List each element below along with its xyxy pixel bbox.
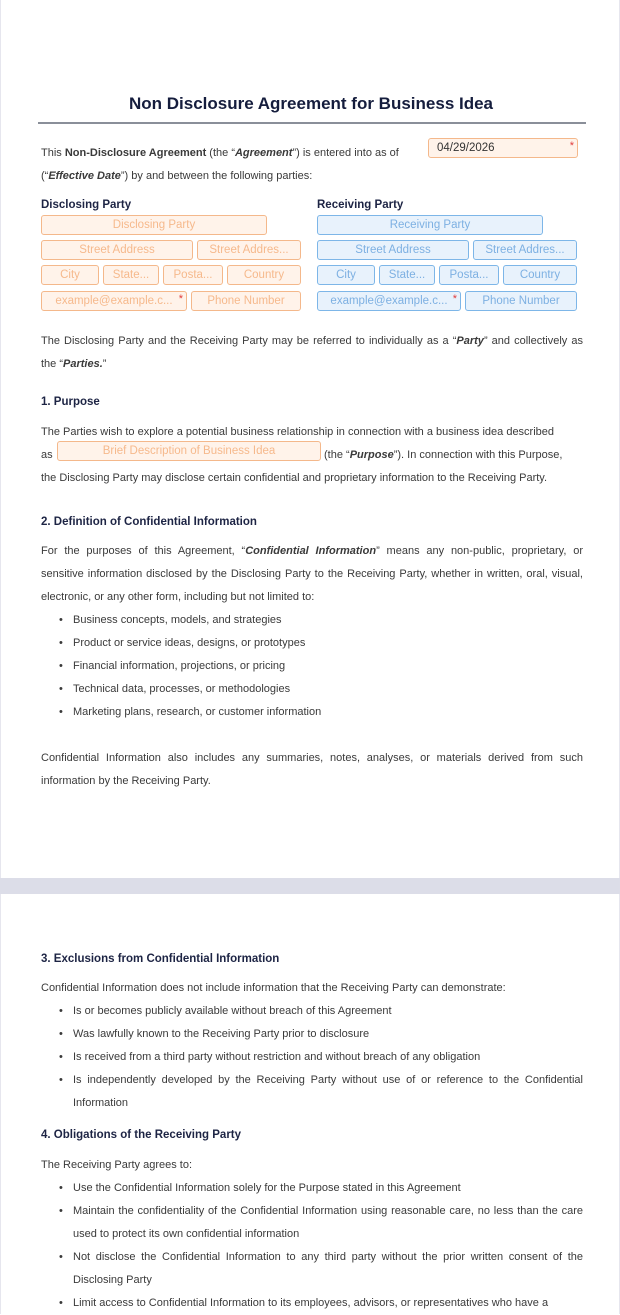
list-item: • Maintain the confidentiality of the Confidential Information using reasonable care, no less than the care used to protect its own confidential information	[57, 1200, 583, 1246]
definition-paragraph	[41, 540, 583, 609]
purpose-text: (the “	[324, 449, 350, 461]
defined-term-party: Party	[456, 335, 484, 347]
intro-defined-term-agreement: Agreement	[234, 147, 293, 159]
intro-text: ”) by and between the following parties:	[120, 170, 313, 182]
intro-text: This	[41, 147, 65, 159]
disclosing-city-input[interactable]: City	[41, 265, 99, 285]
required-asterisk: *	[452, 293, 457, 305]
list-item: • Use the Confidential Information solely for the Purpose stated in this Agreement	[57, 1177, 583, 1200]
parties-text: ”	[102, 358, 107, 370]
intro-text: ”) is entered into as of	[292, 147, 399, 159]
disclosing-email-input[interactable]	[41, 291, 187, 311]
disclosing-email-placeholder: example@example.c...	[55, 295, 173, 307]
disclosing-country-input[interactable]: Country	[227, 265, 301, 285]
defined-term-purpose: Purpose	[349, 449, 394, 461]
list-item: • Was lawfully known to the Receiving Party prior to disclosure	[57, 1023, 583, 1046]
required-asterisk: *	[178, 293, 183, 305]
document-page-2	[0, 894, 620, 1314]
section-1-heading: 1. Purpose	[41, 396, 100, 408]
receiving-city-input[interactable]: City	[317, 265, 375, 285]
required-asterisk: *	[569, 140, 574, 152]
page-break	[0, 878, 620, 894]
effective-date-input[interactable]	[428, 138, 578, 158]
parties-text: ” and collectively as the “	[41, 335, 583, 370]
receiving-party-heading: Receiving Party	[317, 199, 404, 211]
parties-text: The Disclosing Party and the Receiving Party may be referred to individually as a “	[41, 335, 457, 347]
definition-list	[57, 609, 583, 724]
disclosing-postal-input[interactable]: Posta...	[163, 265, 223, 285]
receiving-party-name-input[interactable]: Receiving Party	[317, 215, 543, 235]
section-2-heading: 2. Definition of Confidential Information	[41, 516, 257, 528]
obligations-intro: The Receiving Party agrees to:	[41, 1159, 193, 1171]
document-title: Non Disclosure Agreement for Business Idea	[128, 94, 494, 113]
receiving-email-input[interactable]	[317, 291, 461, 311]
definition-text: ” means any non-public, proprietary, or sensitive information disclosed by the Disclosing Party to the Receiving Party, whether in written, oral, visual, electronic, or any other form, including but not limited to:	[41, 545, 583, 603]
definition-text: For the purposes of this Agreement, “	[41, 545, 246, 557]
intro-text: (the “	[206, 147, 235, 159]
receiving-country-input[interactable]: Country	[503, 265, 577, 285]
intro-line-2	[41, 165, 583, 188]
defined-term-parties: Parties.	[63, 358, 103, 370]
list-item: • Is or becomes publicly available without breach of this Agreement	[57, 1000, 583, 1023]
intro-defined-term-effective-date: Effective Date	[48, 170, 121, 182]
disclosing-street-address-input[interactable]: Street Address	[41, 240, 193, 260]
exclusions-intro: Confidential Information does not include information that the Receiving Party can demonstrate:	[41, 982, 506, 994]
section-4-heading: 4. Obligations of the Receiving Party	[41, 1129, 242, 1141]
list-item: • Limit access to Confidential Information to its employees, advisors, or representatives who have a	[57, 1292, 583, 1315]
purpose-text: ”). In connection with this Purpose,	[393, 449, 563, 461]
list-item: • Technical data, processes, or methodologies	[57, 678, 583, 701]
list-item: • Product or service ideas, designs, or prototypes	[57, 632, 583, 655]
defined-term-confidential-information: Confidential Information	[245, 545, 377, 557]
list-item: • Is independently developed by the Receiving Party without use of or reference to the Confidential Information	[57, 1069, 583, 1115]
list-item: • Marketing plans, research, or customer information	[57, 701, 583, 724]
receiving-street-address-2-input[interactable]: Street Addres...	[473, 240, 577, 260]
purpose-line-2-rest	[324, 444, 583, 467]
business-idea-description-input[interactable]: Brief Description of Business Idea	[57, 441, 321, 461]
disclosing-phone-input[interactable]: Phone Number	[191, 291, 301, 311]
intro-line-1	[41, 142, 431, 165]
list-item: • Not disclose the Confidential Information to any third party without the prior written consent of the Disclosing Party	[57, 1246, 583, 1292]
purpose-line-3: the Disclosing Party may disclose certain confidential and proprietary information to the Receiving Party.	[41, 472, 548, 484]
disclosing-street-address-2-input[interactable]: Street Addres...	[197, 240, 301, 260]
purpose-as-text: as	[41, 449, 53, 461]
parties-paragraph	[41, 330, 583, 376]
disclosing-party-heading: Disclosing Party	[41, 199, 132, 211]
list-item: • Financial information, projections, or pricing	[57, 655, 583, 678]
obligations-list	[57, 1177, 583, 1315]
purpose-line-1: The Parties wish to explore a potential business relationship in connection with a business idea described	[41, 426, 555, 438]
receiving-phone-input[interactable]: Phone Number	[465, 291, 577, 311]
receiving-postal-input[interactable]: Posta...	[439, 265, 499, 285]
list-item: • Business concepts, models, and strategies	[57, 609, 583, 632]
intro-bold-agreement-name: Non-Disclosure Agreement	[64, 147, 207, 159]
definition-closing-paragraph: Confidential Information also includes any summaries, notes, analyses, or materials derived from such information by the Receiving Party.	[41, 752, 583, 787]
disclosing-party-name-input[interactable]: Disclosing Party	[41, 215, 267, 235]
list-item: • Is received from a third party without restriction and without breach of any obligation	[57, 1046, 583, 1069]
effective-date-value: 04/29/2026	[437, 142, 495, 154]
disclosing-state-input[interactable]: State...	[103, 265, 159, 285]
intro-text: (“	[41, 170, 49, 182]
receiving-state-input[interactable]: State...	[379, 265, 435, 285]
section-3-heading: 3. Exclusions from Confidential Information	[41, 953, 280, 965]
receiving-email-placeholder: example@example.c...	[330, 295, 448, 307]
exclusions-list	[57, 1000, 583, 1115]
title-divider	[38, 122, 586, 124]
receiving-street-address-input[interactable]: Street Address	[317, 240, 469, 260]
